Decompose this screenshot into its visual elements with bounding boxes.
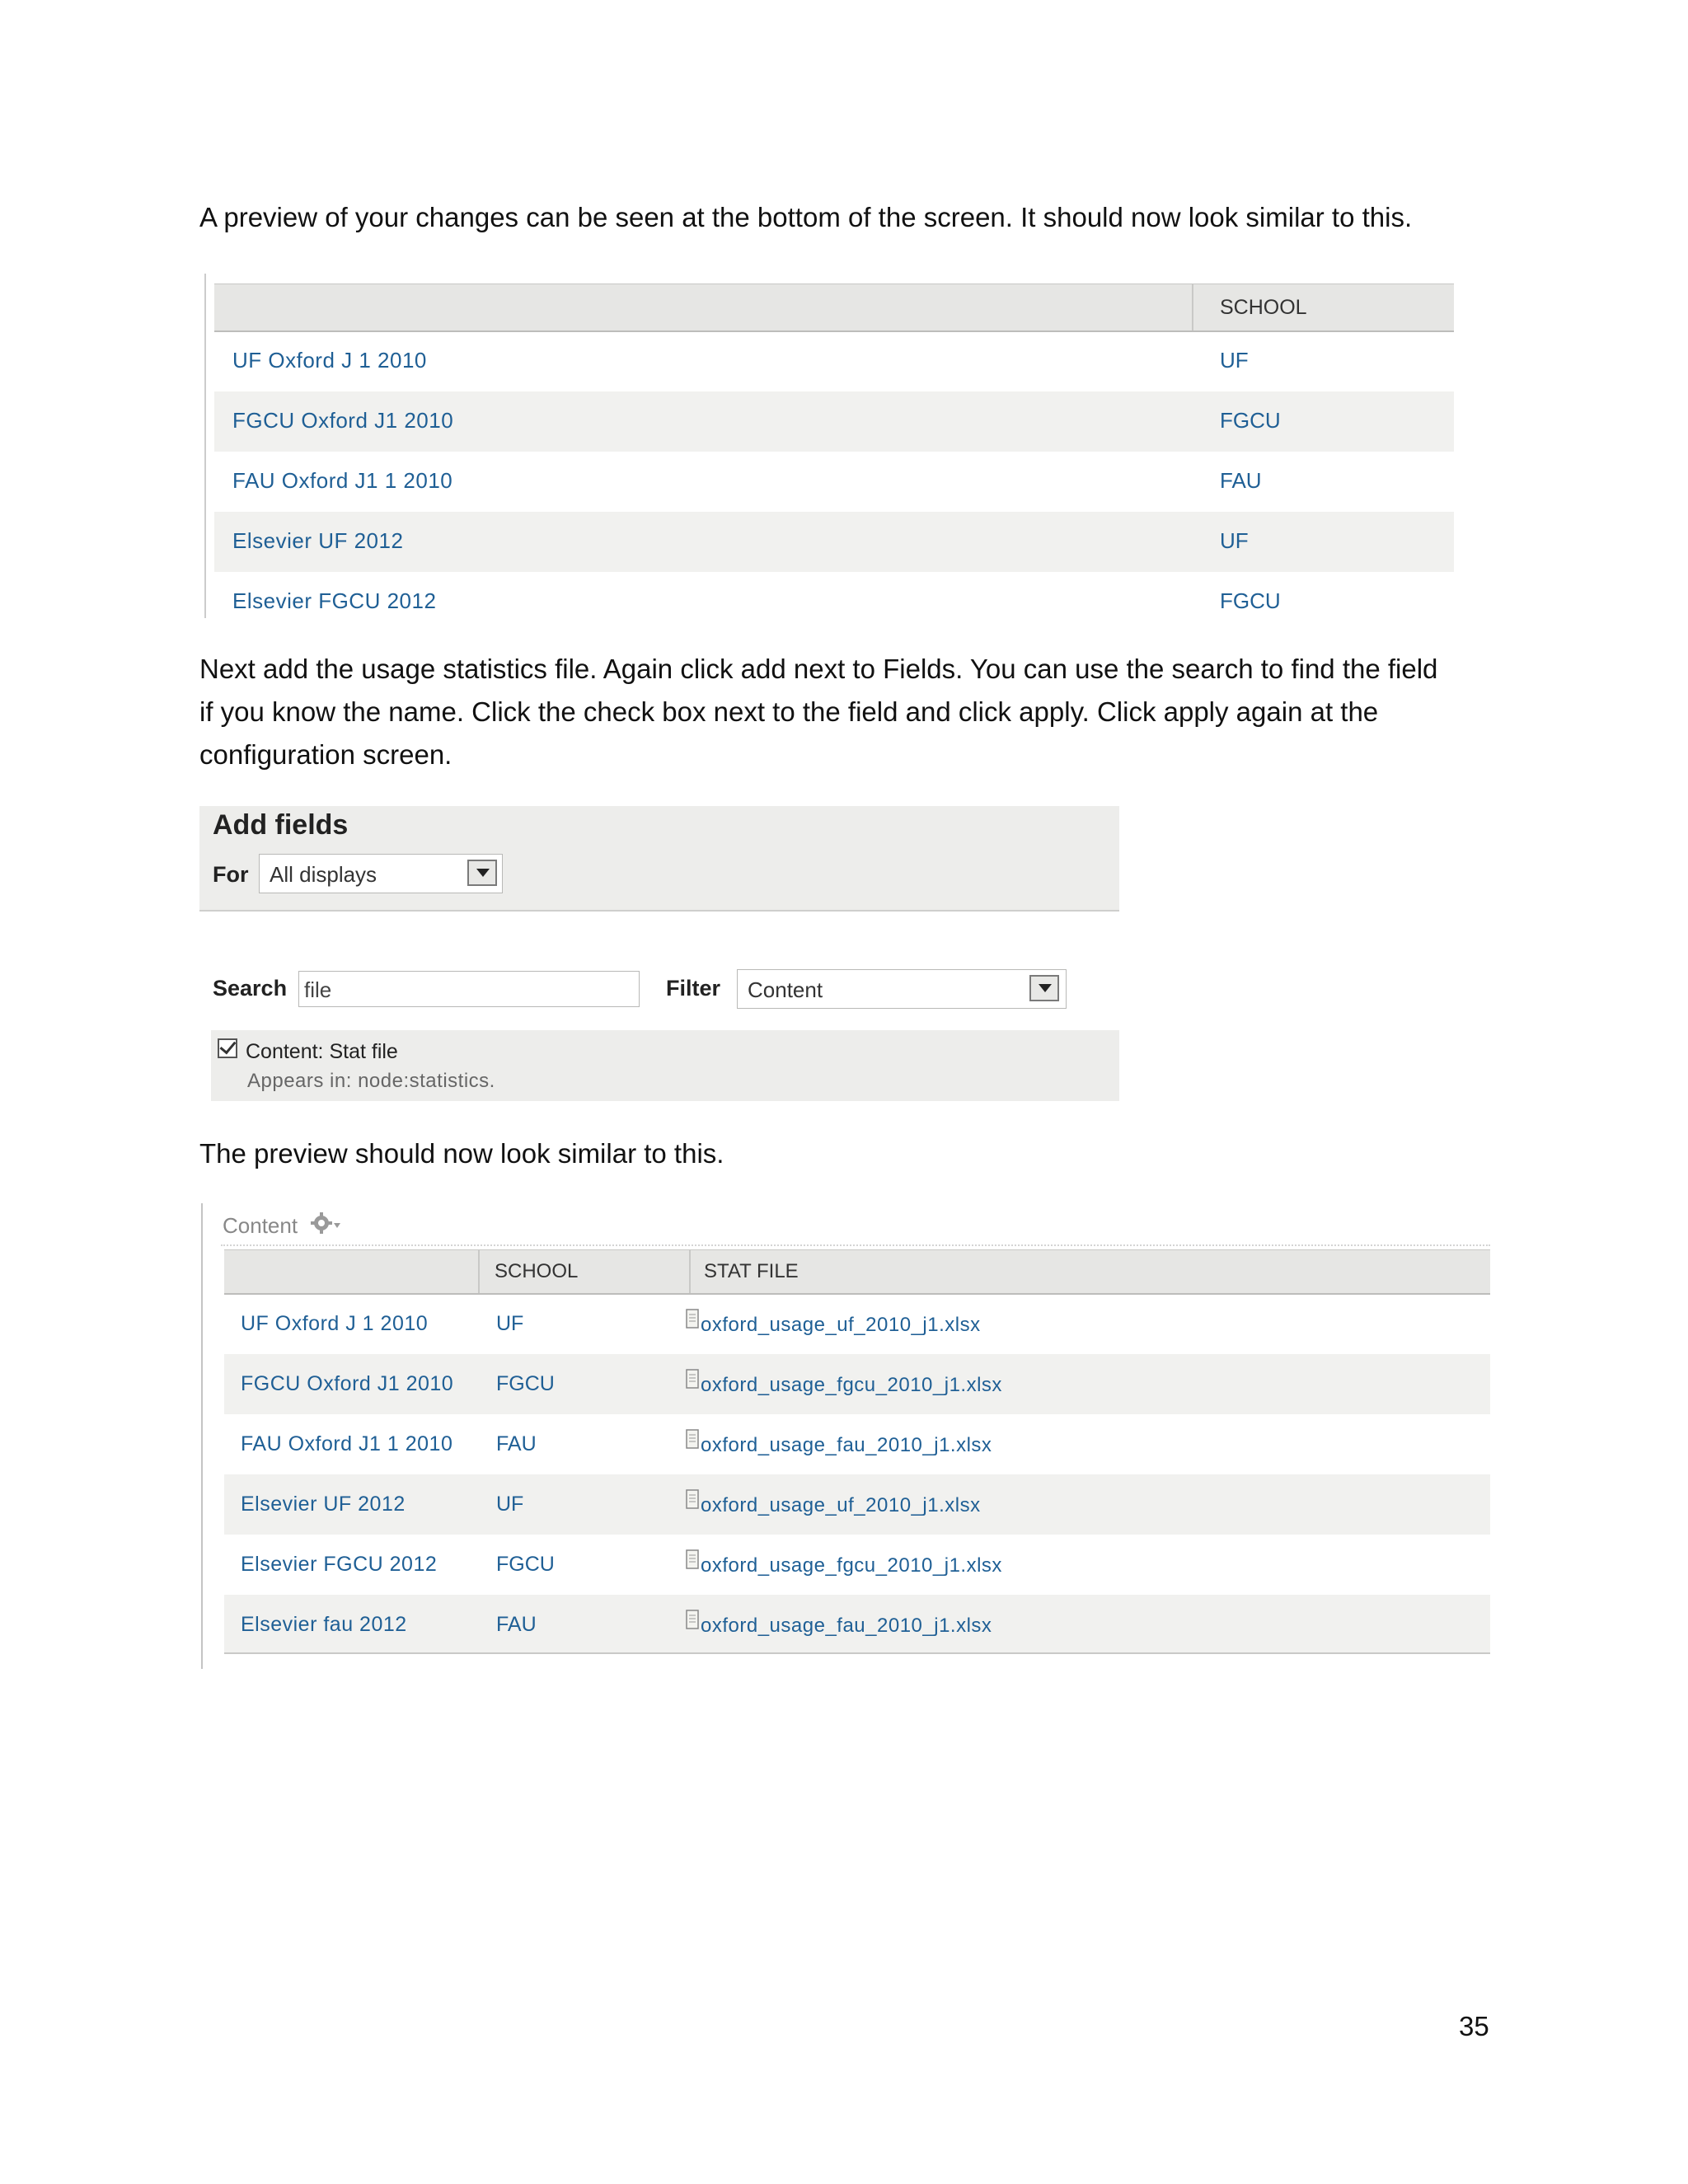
row-school-link[interactable]: FAU <box>1220 468 1262 493</box>
instructions-line-3: configuration screen. <box>199 739 452 770</box>
row-school-link[interactable]: FAU <box>496 1432 537 1455</box>
intro-paragraph: A preview of your changes can be seen at the bottom of the screen. It should now look similar to this. <box>199 202 1413 232</box>
stat-file-link[interactable]: oxford_usage_fau_2010_j1.xlsx <box>701 1615 992 1637</box>
table-header <box>214 284 1454 332</box>
row-title-link[interactable]: Elsevier UF 2012 <box>241 1493 406 1516</box>
table-row <box>224 1535 1490 1595</box>
table-row <box>224 1474 1490 1535</box>
column-header-school[interactable]: SCHOOL <box>495 1260 579 1282</box>
row-school-link[interactable]: FGCU <box>1220 588 1281 613</box>
dialog-header <box>199 806 1119 912</box>
filter-select-value: Content <box>748 977 823 1002</box>
table-row <box>214 512 1454 572</box>
row-school-link[interactable]: FGCU <box>496 1372 555 1395</box>
table-row <box>214 452 1454 512</box>
row-school-link[interactable]: FGCU <box>1220 408 1281 433</box>
stat-file-link[interactable]: oxford_usage_fgcu_2010_j1.xlsx <box>701 1374 1002 1396</box>
file-icon <box>686 1429 699 1453</box>
row-title-link[interactable]: UF Oxford J 1 2010 <box>232 348 427 373</box>
file-icon <box>686 1309 699 1333</box>
row-title-link[interactable]: Elsevier FGCU 2012 <box>232 588 437 613</box>
filter-select[interactable] <box>737 969 1067 1009</box>
dialog-title: Add fields <box>213 809 349 841</box>
file-icon <box>686 1369 699 1393</box>
field-result-label[interactable]: Content: Stat file <box>246 1040 398 1063</box>
row-title-link[interactable]: FGCU Oxford J1 2010 <box>241 1372 454 1395</box>
content-label: Content <box>223 1213 298 1238</box>
table-row <box>214 572 1454 618</box>
table-header <box>224 1249 1490 1295</box>
for-select-value: All displays <box>270 862 377 887</box>
filter-label: Filter <box>666 976 721 1001</box>
stat-file-link[interactable]: oxford_usage_fgcu_2010_j1.xlsx <box>701 1554 1002 1577</box>
table-row <box>224 1354 1490 1414</box>
preview-table-2 <box>201 1203 1490 1669</box>
for-label: For <box>213 862 249 887</box>
table-row <box>214 331 1454 391</box>
preview-table-1 <box>204 270 1454 618</box>
row-school-link[interactable]: UF <box>1220 528 1249 553</box>
field-result-description: Appears in: node:statistics. <box>247 1070 495 1092</box>
row-title-link[interactable]: Elsevier FGCU 2012 <box>241 1553 438 1576</box>
instructions-line-1: Next add the usage statistics file. Again click add next to Fields. You can use the search to find the field <box>199 654 1438 684</box>
row-title-link[interactable]: FAU Oxford J1 1 2010 <box>241 1432 453 1455</box>
for-select[interactable] <box>259 854 503 893</box>
table-row <box>224 1414 1490 1474</box>
file-icon <box>686 1489 699 1513</box>
instructions-line-2: if you know the name. Click the check box next to the field and click apply. Click apply again at the <box>199 696 1379 727</box>
table-row <box>224 1294 1490 1354</box>
field-checkbox[interactable] <box>218 1038 237 1058</box>
row-title-link[interactable]: UF Oxford J 1 2010 <box>241 1312 429 1335</box>
field-result-item <box>211 1030 1119 1101</box>
stat-file-link[interactable]: oxford_usage_fau_2010_j1.xlsx <box>701 1434 992 1456</box>
row-title-link[interactable]: Elsevier UF 2012 <box>232 528 404 553</box>
preview-paragraph: The preview should now look similar to this. <box>199 1138 724 1169</box>
stat-file-link[interactable]: oxford_usage_uf_2010_j1.xlsx <box>701 1314 981 1336</box>
page-number: 35 <box>1459 2011 1489 2041</box>
search-input-value: file <box>304 977 332 1002</box>
row-school-link[interactable]: FAU <box>496 1613 537 1636</box>
table-row <box>214 391 1454 452</box>
row-school-link[interactable]: UF <box>496 1493 524 1516</box>
row-school-link[interactable]: UF <box>1220 348 1249 373</box>
chevron-down-icon[interactable] <box>1029 975 1059 1001</box>
row-title-link[interactable]: Elsevier fau 2012 <box>241 1613 407 1636</box>
chevron-down-icon[interactable] <box>467 860 497 886</box>
row-school-link[interactable]: FGCU <box>496 1553 555 1576</box>
search-input[interactable] <box>298 971 640 1007</box>
file-icon <box>686 1610 699 1633</box>
column-header-stat-file[interactable]: STAT FILE <box>704 1260 799 1282</box>
search-label: Search <box>213 976 288 1001</box>
row-title-link[interactable]: FAU Oxford J1 1 2010 <box>232 468 453 493</box>
file-icon <box>686 1549 699 1573</box>
row-title-link[interactable]: FGCU Oxford J1 2010 <box>232 408 454 433</box>
stat-file-link[interactable]: oxford_usage_uf_2010_j1.xlsx <box>701 1494 981 1516</box>
gear-icon[interactable] <box>310 1212 343 1242</box>
row-school-link[interactable]: UF <box>496 1312 524 1335</box>
table-row <box>224 1595 1490 1652</box>
column-header-school[interactable]: SCHOOL <box>1220 296 1307 319</box>
add-fields-dialog <box>199 806 1119 1101</box>
